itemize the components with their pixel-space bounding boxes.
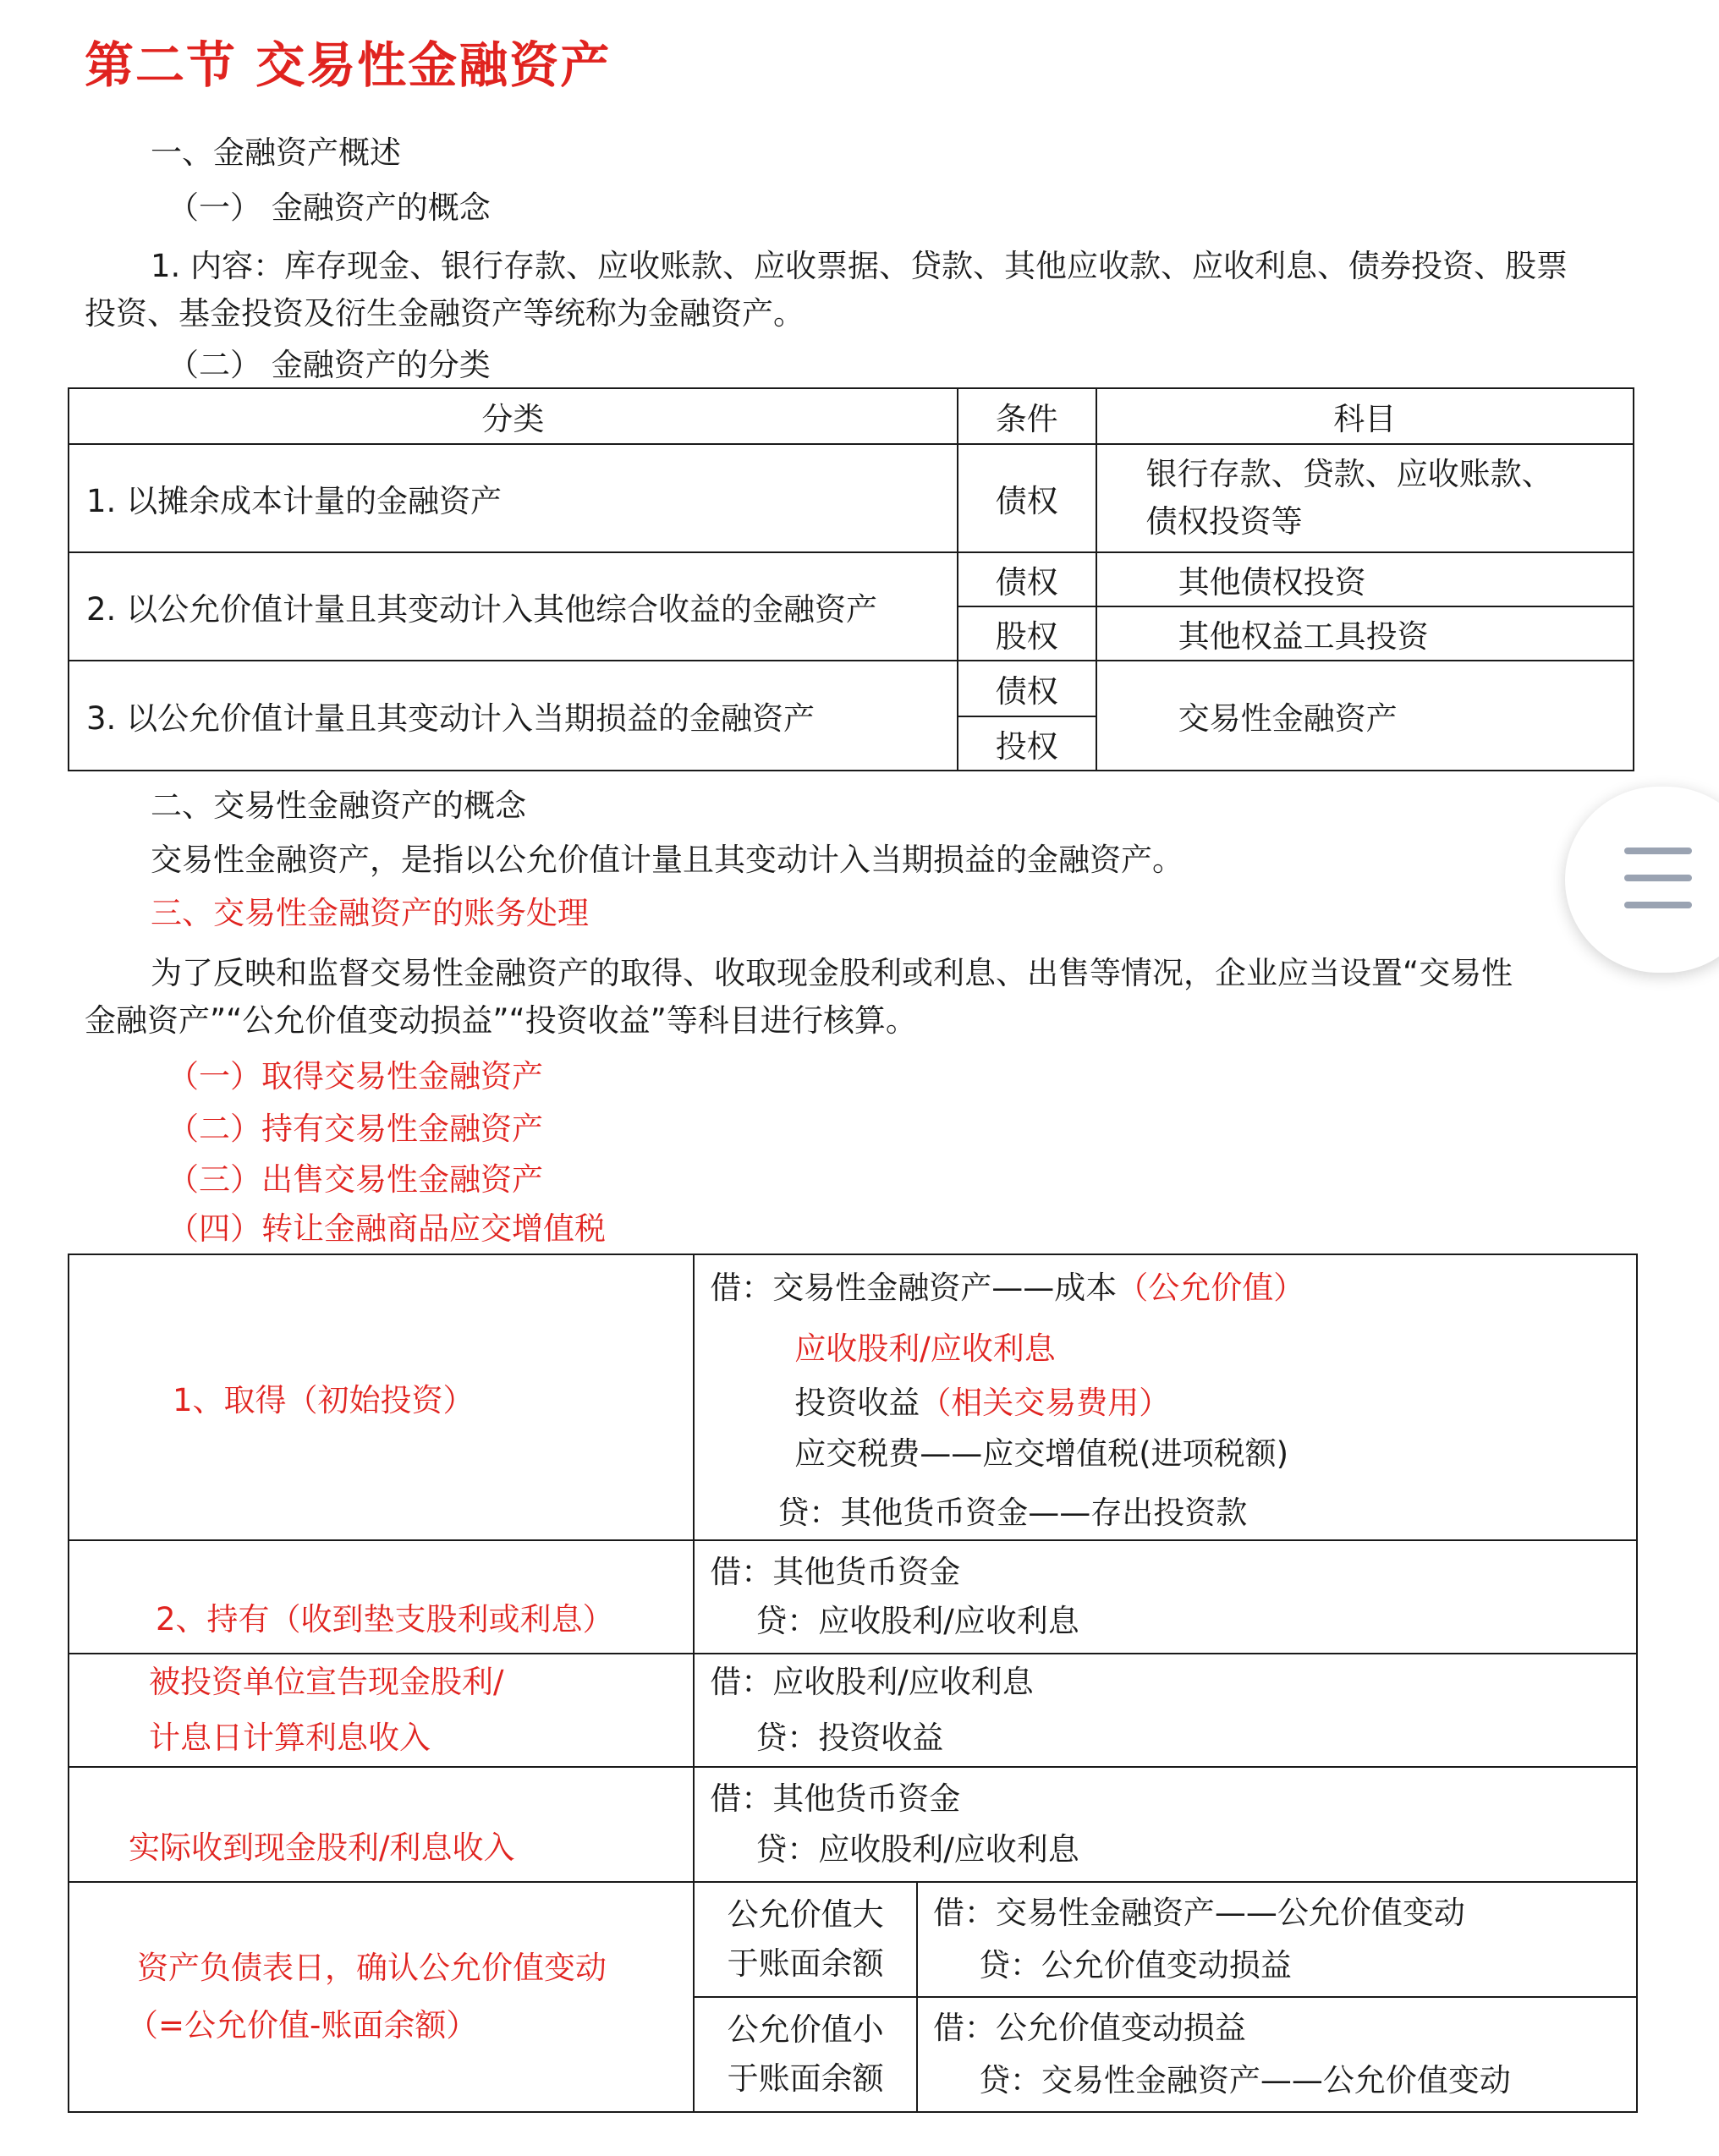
- row3-condition-b: 投权: [958, 716, 1096, 771]
- acquire-debit-note: （公允价值）: [1117, 1270, 1305, 1306]
- row1-subject-line1: 银行存款、贷款、应收账款、: [1145, 456, 1553, 492]
- declare-label: [69, 1654, 694, 1767]
- heading-overview: 一、金融资产概述: [151, 134, 401, 171]
- receive-entry: [694, 1767, 1637, 1882]
- header-condition: 条件: [958, 388, 1096, 444]
- acquire-label: 1、取得（初始投资）: [69, 1254, 694, 1540]
- fv-up-entry: [917, 1882, 1637, 1997]
- row1-subject-line2: 债权投资等: [1145, 503, 1303, 540]
- hold-entry: [694, 1540, 1637, 1654]
- heading-accounting: 三、交易性金融资产的账务处理: [151, 895, 589, 931]
- row1-category: 1. 以摊余成本计量的金融资产: [69, 444, 958, 552]
- declare-entry: [694, 1654, 1637, 1767]
- content-line-2: 投资、基金投资及衍生金融资产等统称为金融资产。: [85, 295, 805, 332]
- section-title: 第二节 交易性金融资产: [85, 36, 612, 94]
- fair-value-label-line1: 资产负债表日，确认公允价值变动: [137, 1950, 607, 1986]
- row3-condition-a: 债权: [958, 661, 1096, 716]
- fv-down-credit: 贷：交易性金融资产——公允价值变动: [978, 2062, 1511, 2098]
- row2-condition-a: 债权: [958, 552, 1096, 606]
- header-category: 分类: [69, 388, 958, 444]
- accounting-para-line2: 金融资产”“公允价值变动损益”“投资收益”等科目进行核算。: [85, 1002, 917, 1039]
- fv-up-credit: 贷：公允价值变动损益: [978, 1947, 1292, 1983]
- declare-label-line1: 被投资单位宣告现金股利/: [149, 1664, 504, 1700]
- declare-debit: 借：应收股利/应收利息: [710, 1664, 1034, 1700]
- content-line-1: 1. 内容：库存现金、银行存款、应收账款、应收票据、贷款、其他应收款、应收利息、债券投资、股票: [151, 248, 1568, 284]
- heading-concept: （一） 金融资产的概念: [168, 189, 491, 226]
- receive-credit: 贷：应收股利/应收利息: [755, 1831, 1079, 1868]
- classification-table: [68, 387, 1634, 771]
- hold-label: 2、持有（收到垫支股利或利息）: [69, 1540, 694, 1654]
- row2-subject-b: 其他权益工具投资: [1096, 606, 1634, 661]
- fv-up-cond-line2: 于账面余额: [727, 1945, 884, 1982]
- trading-concept-text: 交易性金融资产，是指以公允价值计量且其变动计入当期损益的金融资产。: [151, 842, 1184, 878]
- receive-label: 实际收到现金股利/利息收入: [69, 1767, 694, 1882]
- acquire-debit: 借：交易性金融资产——成本: [710, 1270, 1118, 1306]
- item-acquire: （一）取得交易性金融资产: [168, 1058, 543, 1094]
- fair-value-label-line2: （=公允价值-账面余额）: [127, 2007, 478, 2044]
- item-hold: （二）持有交易性金融资产: [168, 1111, 543, 1147]
- acquire-credit: 贷：其他货币资金——存出投资款: [777, 1495, 1248, 1531]
- header-subject: 科目: [1096, 388, 1634, 444]
- journal-entries-table: [68, 1254, 1638, 2113]
- acquire-line3-note: （相关交易费用）: [920, 1385, 1171, 1421]
- acquire-entry: [694, 1254, 1637, 1540]
- row2-subject-a: 其他债权投资: [1096, 552, 1634, 606]
- fv-down-cond-line1: 公允价值小: [727, 2011, 884, 2048]
- fv-up-cond-line1: 公允价值大: [727, 1896, 884, 1933]
- receive-debit: 借：其他货币资金: [710, 1780, 961, 1817]
- declare-label-line2: 计息日计算利息收入: [149, 1720, 431, 1756]
- hold-debit: 借：其他货币资金: [710, 1554, 961, 1590]
- heading-trading-concept: 二、交易性金融资产的概念: [151, 787, 526, 824]
- fv-down-entry: [917, 1997, 1637, 2112]
- row3-category: 3. 以公允价值计量且其变动计入当期损益的金融资产: [69, 661, 958, 771]
- fv-down-debit: 借：公允价值变动损益: [932, 2010, 1246, 2046]
- fv-down-cond-line2: 于账面余额: [727, 2060, 884, 2097]
- fair-value-label: [69, 1882, 694, 2112]
- acquire-line4: 应交税费——应交增值税(进项税额): [794, 1435, 1289, 1472]
- heading-classification: （二） 金融资产的分类: [168, 347, 491, 383]
- floating-menu-button[interactable]: [1565, 787, 1719, 973]
- item-vat: （四）转让金融商品应交增值税: [168, 1210, 606, 1247]
- fv-down-condition: [694, 1997, 917, 2112]
- item-sell: （三）出售交易性金融资产: [168, 1161, 543, 1198]
- hold-credit: 贷：应收股利/应收利息: [755, 1603, 1079, 1639]
- row2-category: 2. 以公允价值计量且其变动计入其他综合收益的金融资产: [69, 552, 958, 661]
- row1-subject: [1096, 444, 1634, 552]
- acquire-line3: 投资收益: [794, 1385, 920, 1421]
- fv-up-condition: [694, 1882, 917, 1997]
- accounting-para-line1: 为了反映和监督交易性金融资产的取得、收取现金股利或利息、出售等情况，企业应当设置“交易性: [151, 955, 1513, 991]
- row3-subject: 交易性金融资产: [1096, 661, 1634, 771]
- row1-condition: 债权: [958, 444, 1096, 552]
- row2-condition-b: 股权: [958, 606, 1096, 661]
- declare-credit: 贷：投资收益: [755, 1720, 944, 1756]
- fv-up-debit: 借：交易性金融资产——公允价值变动: [932, 1895, 1465, 1931]
- acquire-line2: 应收股利/应收利息: [794, 1330, 1056, 1367]
